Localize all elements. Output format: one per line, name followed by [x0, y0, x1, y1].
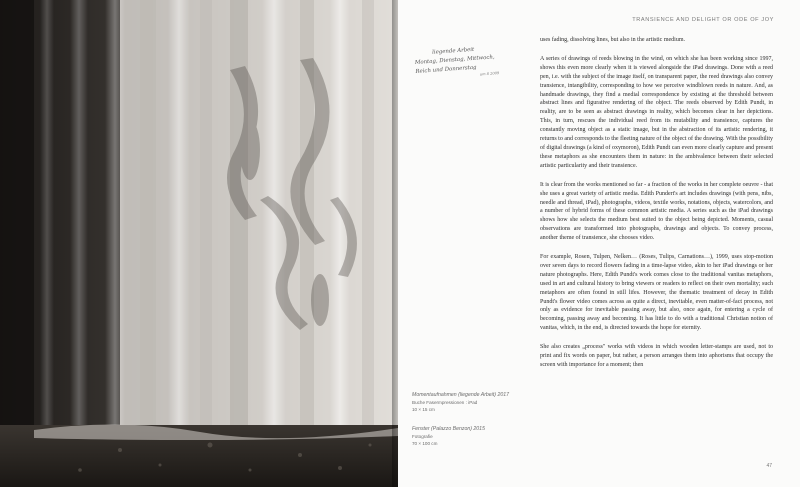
caption-dimensions: 70 × 100 cm	[412, 441, 438, 446]
caption-medium: Buche Fasermpressionen : iPad	[412, 400, 478, 405]
paragraph: For example, Rosen, Tulpen, Nelken… (Roses, Tulips, Carnations…), 1999, uses stop-motion over seven days to record flowers fading in a time-lapse video, akin to her iPad drawings or her nature photographs. Here, Edith Pundt's work comes close to the traditional vanitas metaphors, used in art and cultural history to bring viewers or readers to reflect on their own mortality; such metaphors are often found in still lifes. However, the thematic treatment of decay in Edith Pundt's flower video comes across as quite a direct, inevitable, even matter-of-fact process, not only as evidence for inevitable passing away, but also, once again, for entering a cycle of becoming, passing away and becoming. It has little to do with a traditional Christian notion of vanitas, which, in the end, is directed towards the hope for eternity.	[540, 254, 773, 332]
caption-medium: Fotografie	[412, 434, 433, 439]
handwritten-line-2: Montag, Dienstag, Mittwoch,	[414, 54, 495, 66]
paragraph: It is clear from the works mentioned so far - a fraction of the works in her complete oeuvre - that she uses a great variety of artistic media. Edith Pundert's art includes drawings (with pens, nibs, needle and thread, iPad), photographs, videos, textile works, notations, objects, watercolors, and a number of hybrid forms of these common artistic media. A series such as the iPad drawings shows how she selects the medium best suited to the object being depicted. Moments, casual observations are transformed into photographs, drawings and objects. To convey process, another theme of transience, she chooses video.	[540, 181, 773, 242]
paragraph: A series of drawings of reeds blowing in the wind, on which she has been working since 1997, shows this even more clearly when it is viewed alongside the iPad drawings. Done with a reed pen, i.e. with the subject of the image itself, on transparent paper, the reed drawings also convey transience, intangibility, corresponding to how we perceive windblown reeds in nature. And, as handmade drawings, they find a medial correspondence by existing at the threshold between abstract lines and figurative rendering of the object. The reeds observed by Edith Pundt, in reality, are to be seen as abstract drawings in reality, which becomes clear in her depictions. This, in turn, rescues the individual reed from its mutability and transience, captures the constantly moving object as a static image, but in the abstraction of its artistic rendering, it returns to and corresponds to the fleeting nature of the object of the drawing. With the possibility of digital drawings (a kind of oxymoron), Edith Pundt can even more clearly capture and present these metaphors as she encounters them in nature: in the ambivalence between their selected artistic particularity and their transience.	[540, 55, 773, 169]
handwritten-line-3: Reich und Donnerstag	[415, 64, 477, 75]
caption-fenster	[412, 426, 516, 447]
caption-dimensions: 10 × 15 cm	[412, 407, 435, 412]
handwritten-note	[414, 44, 506, 84]
paragraph: She also creates „process" works with videos in which wooden letter-stamps are used, not to print and fix words on paper, but rather, a person arranges them into aphorisms that occupy the screen with importance for a moment; then	[540, 344, 773, 368]
body-text	[540, 36, 773, 380]
running-head: TRANSIENCE AND DELIGHT OR ODE OF JOY	[632, 17, 774, 23]
curtain-photograph	[0, 0, 398, 487]
caption-title: Momentaufnahmen (liegende Arbeit) 2017	[412, 392, 509, 398]
paragraph: uses fading, dissolving lines, but also in the artistic medium.	[540, 37, 685, 43]
handwritten-line-1: liegende Arbeit	[432, 46, 475, 56]
caption-momentaufnahmen	[412, 392, 516, 413]
caption-title: Fenster (Palazzo Benzon) 2015	[412, 426, 485, 432]
handwritten-date: um 8 2009	[479, 71, 500, 77]
page-number: 47	[766, 463, 772, 469]
